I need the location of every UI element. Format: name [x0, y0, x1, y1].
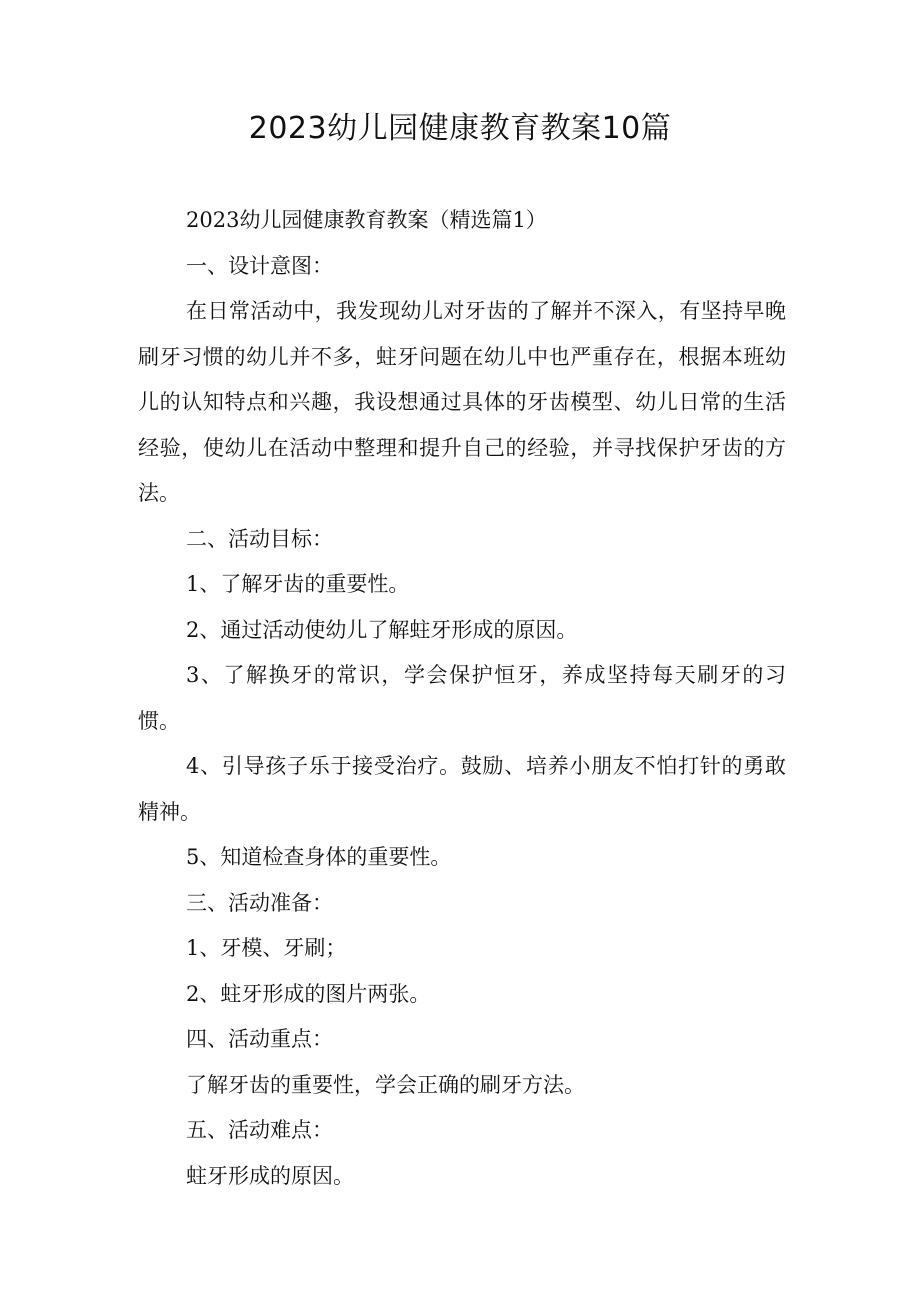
- paragraph: 了解牙齿的重要性，学会正确的刷牙方法。: [186, 1072, 585, 1097]
- section-heading: 2023幼儿园健康教育教案（精选篇1）: [186, 208, 547, 232]
- subheading-activity-goals: 二、活动目标：: [186, 526, 333, 551]
- list-item: 4、引导孩子乐于接受治疗。鼓励、培养小朋友不怕打针的勇敢精神。: [138, 754, 786, 824]
- list-item: 2、通过活动使幼儿了解蛀牙形成的原因。: [186, 617, 578, 642]
- paragraph: 在日常活动中，我发现幼儿对牙齿的了解并不深入，有坚持早晚刷牙习惯的幼儿并不多，蛀牙问题在幼儿中也严重存在，根据本班幼儿的认知特点和兴趣，我设想通过具体的牙齿模型、幼儿日常的生活经验，使幼儿在活动中整理和提升自己的经验，并寻找保护牙齿的方法。: [138, 299, 786, 505]
- document-title: 2023幼儿园健康教育教案10篇: [248, 111, 672, 146]
- list-item: 2、蛀牙形成的图片两张。: [186, 981, 431, 1006]
- subheading-design-intent: 一、设计意图：: [186, 253, 333, 278]
- subheading-activity-preparation: 三、活动准备：: [186, 890, 333, 915]
- list-item: 3、了解换牙的常识，学会保护恒牙，养成坚持每天刷牙的习惯。: [138, 663, 786, 733]
- subheading-activity-difficulty: 五、活动难点：: [186, 1118, 333, 1142]
- paragraph: 蛀牙形成的原因。: [186, 1163, 354, 1188]
- subheading-activity-focus: 四、活动重点：: [186, 1027, 333, 1051]
- list-item: 5、知道检查身体的重要性。: [186, 845, 452, 869]
- list-item: 1、牙模、牙刷；: [186, 936, 347, 960]
- list-item: 1、了解牙齿的重要性。: [186, 572, 410, 596]
- document-body: [138, 198, 786, 1199]
